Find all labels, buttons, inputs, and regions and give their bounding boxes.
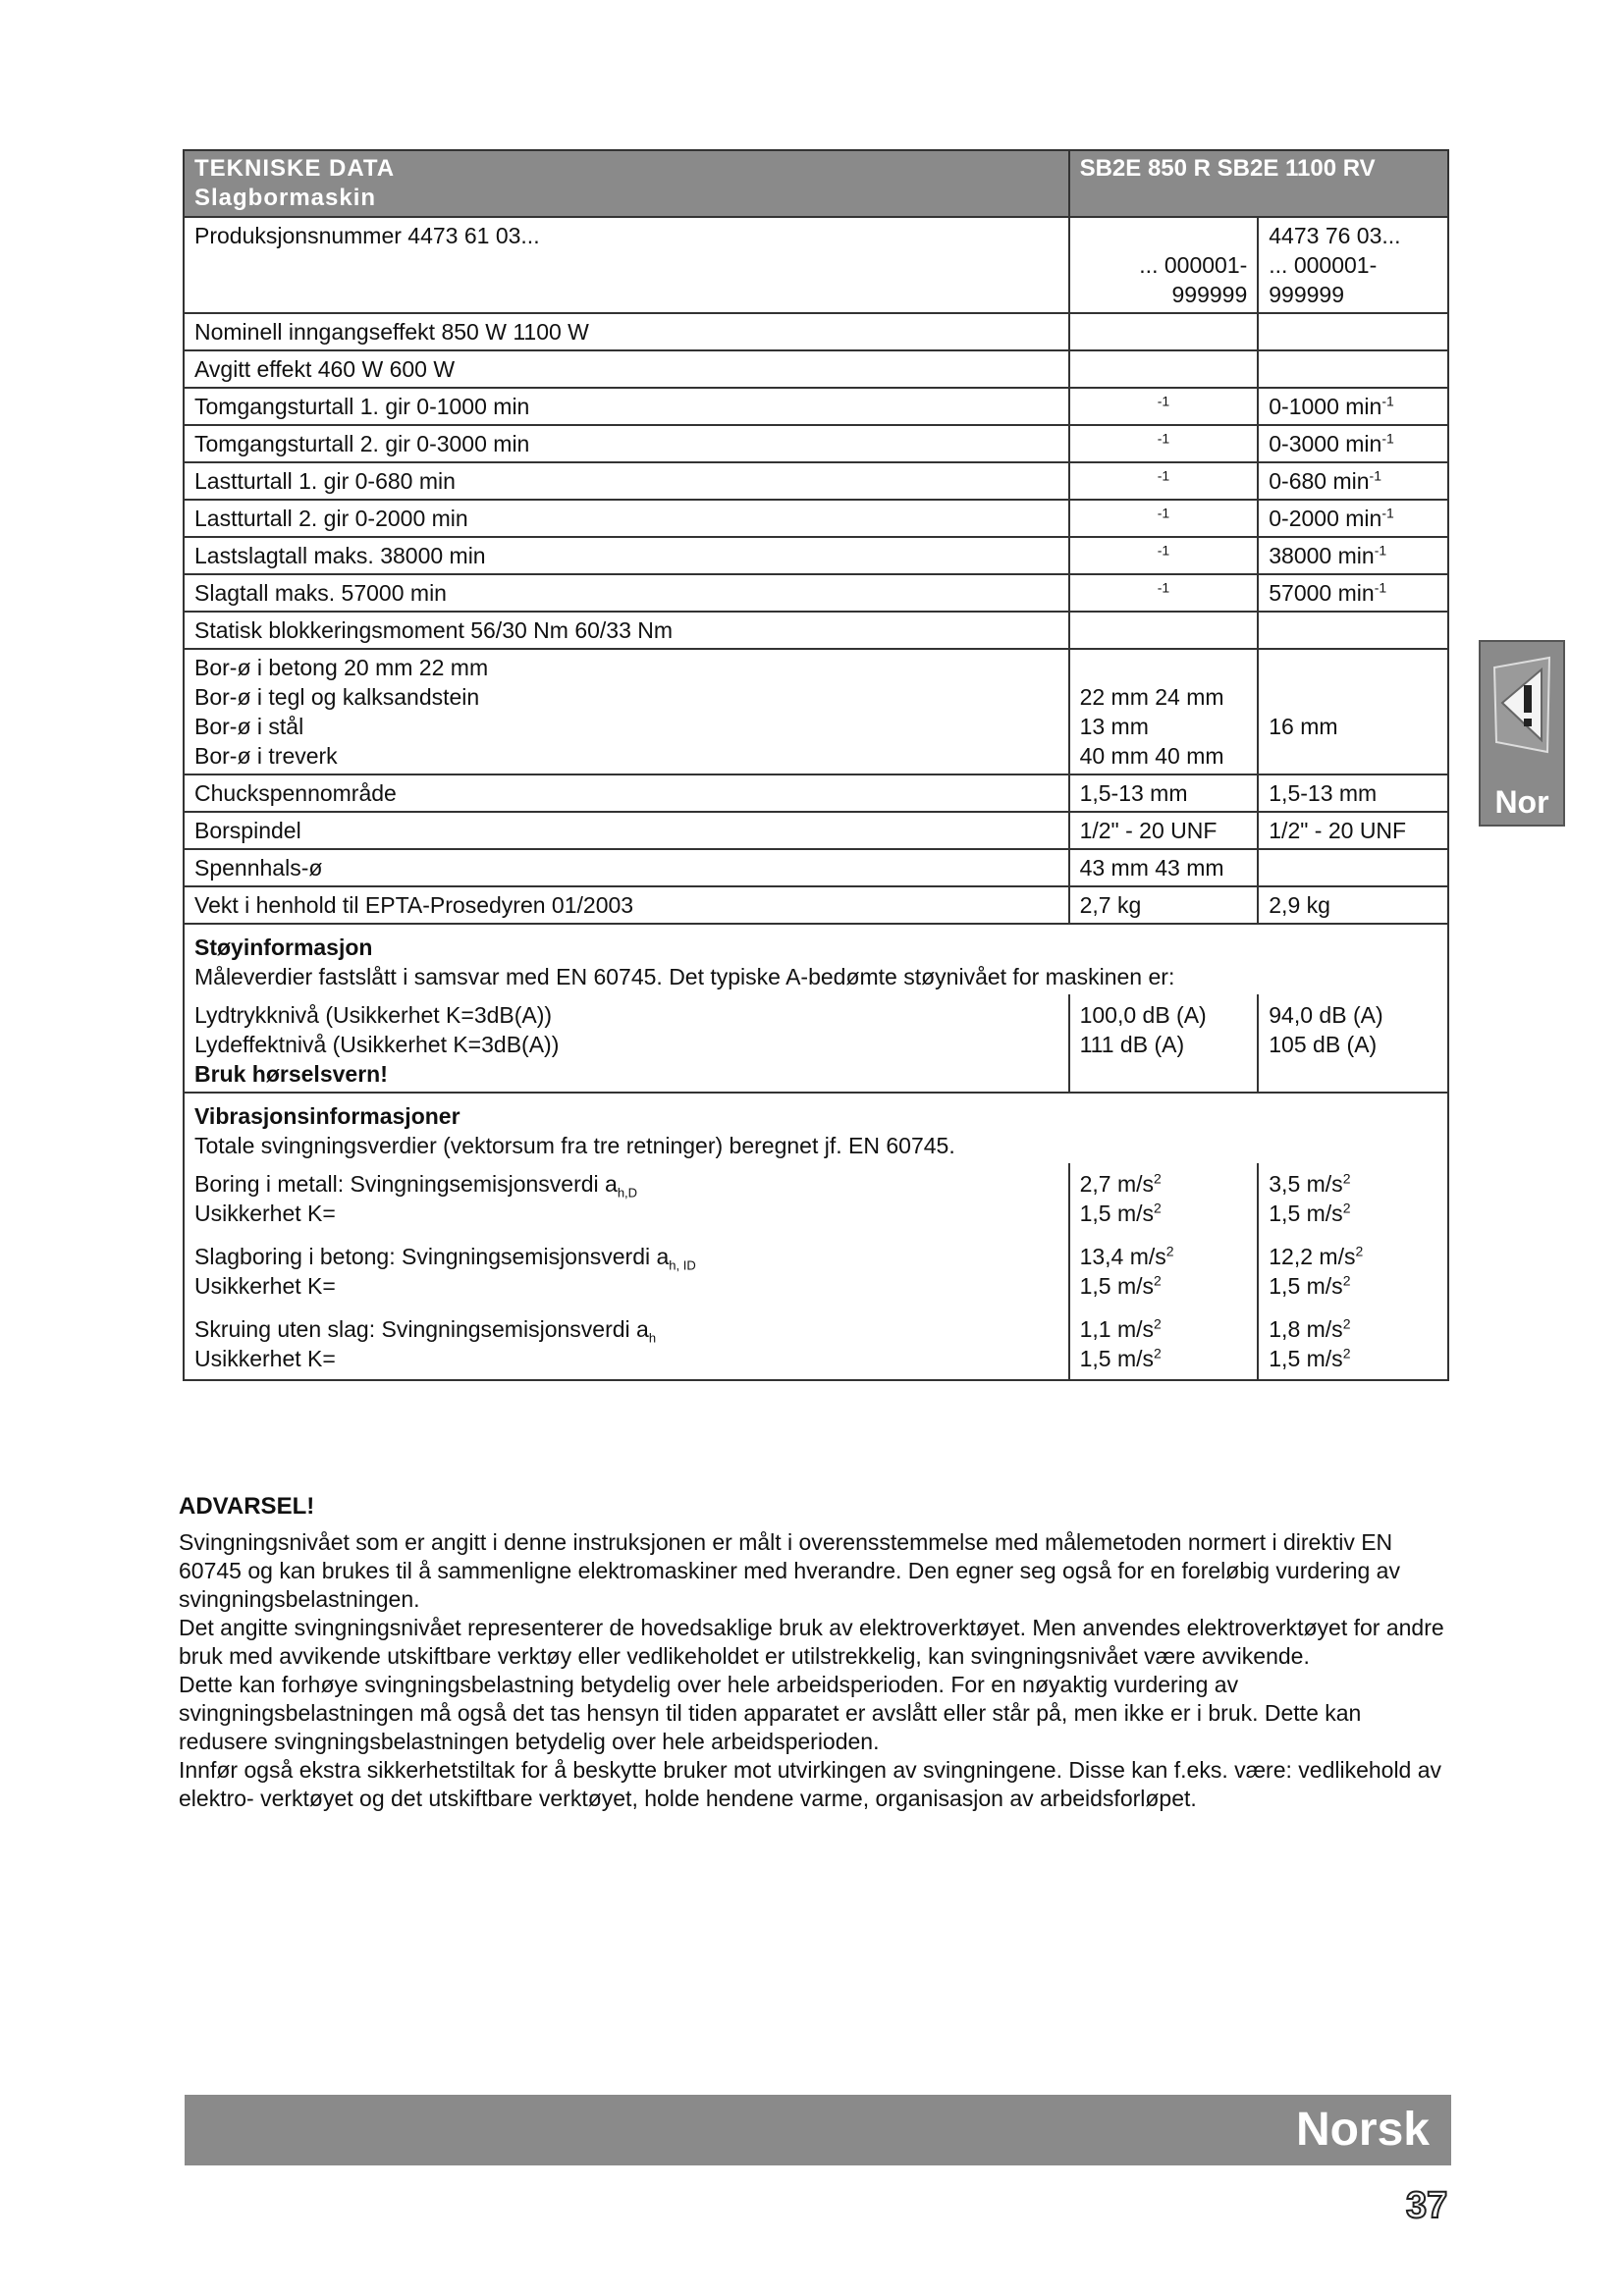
prod-col3-number: 4473 76 03... xyxy=(1269,223,1401,248)
vib-uncertainty: 1,5 m/s xyxy=(1269,1273,1343,1299)
unit-exponent: 2 xyxy=(1165,1243,1174,1259)
noise-heading: Støyinformasjon xyxy=(194,934,373,960)
vib-subscript: h, ID xyxy=(669,1257,696,1273)
unit-exponent: -1 xyxy=(1381,505,1394,521)
uncertainty-label: Usikkerhet K= xyxy=(194,1273,336,1299)
vib-label: Skruing uten slag: Svingningsemisjonsverdi a xyxy=(194,1316,649,1342)
col2-exponent: -1 xyxy=(1157,467,1170,484)
vib-value: 3,5 m/s xyxy=(1269,1171,1343,1197)
table-row xyxy=(184,462,1448,500)
unit-exponent: 2 xyxy=(1154,1315,1162,1332)
row-label: Produksjonsnummer 4473 61 03... xyxy=(184,217,1069,313)
sound-pressure-label: Lydtrykknivå (Usikkerhet K=3dB(A)) xyxy=(194,1002,553,1028)
warning-paragraph: Innfør også ekstra sikkerhetstiltak for å beskytte bruker mot utvirkingen av svingningene. Disse kan f.eks. være: vedlikehold av elektro- verktøyet og det utskiftbare verktøyet, holde hendene varme, organisasjon av arbeidsforløpet. xyxy=(179,1757,1442,1811)
uncertainty-label: Usikkerhet K= xyxy=(194,1201,336,1226)
table-row xyxy=(184,500,1448,537)
unit-exponent: 2 xyxy=(1342,1272,1351,1289)
row-label: Tomgangsturtall 1. gir 0-1000 min xyxy=(184,388,1069,425)
vibration-values xyxy=(184,1163,1448,1380)
col3-value: 38000 min xyxy=(1269,543,1375,568)
vib-uncertainty: 1,5 m/s xyxy=(1079,1201,1154,1226)
table-row xyxy=(184,574,1448,612)
noise-col3-power: 105 dB (A) xyxy=(1269,1032,1378,1057)
vib-label: Boring i metall: Svingningsemisjonsverdi a xyxy=(194,1171,618,1197)
col2-exponent: -1 xyxy=(1157,542,1170,559)
col2-exponent: -1 xyxy=(1157,579,1170,596)
col3-value: 2,9 kg xyxy=(1258,886,1448,924)
vib-label: Slagboring i betong: Svingningsemisjonsverdi a xyxy=(194,1244,670,1269)
col3-value: 0-3000 min xyxy=(1269,431,1382,456)
vibration-section xyxy=(184,1093,1448,1163)
model-names: SB2E 850 R SB2E 1100 RV xyxy=(1069,150,1448,217)
row-label: Lastslagtall maks. 38000 min xyxy=(184,537,1069,574)
sound-power-label: Lydeffektnivå (Usikkerhet K=3dB(A)) xyxy=(194,1032,560,1057)
drill-col3 xyxy=(1258,649,1448,774)
vibration-col3 xyxy=(1258,1163,1448,1380)
footer-language: Norsk xyxy=(1295,2104,1430,2156)
vib-col2-group-2 xyxy=(1080,1242,1248,1301)
vib-col3-group-2 xyxy=(1269,1242,1437,1301)
drill-concrete: Bor-ø i betong 20 mm 22 mm xyxy=(194,655,489,680)
noise-header-cell xyxy=(184,924,1448,994)
table-row xyxy=(184,812,1448,849)
unit-exponent: 2 xyxy=(1154,1200,1162,1216)
prod-col3 xyxy=(1258,217,1448,313)
table-row xyxy=(184,537,1448,574)
hearing-protection-note: Bruk hørselsvern! xyxy=(194,1061,388,1087)
vib-col3-group-3 xyxy=(1269,1314,1437,1373)
footer-language-bar xyxy=(185,2095,1451,2165)
row-label: Borspindel xyxy=(184,812,1069,849)
vib-value: 1,1 m/s xyxy=(1079,1316,1154,1342)
row-label: Avgitt effekt 460 W 600 W xyxy=(184,350,1069,388)
unit-exponent: -1 xyxy=(1374,542,1387,559)
unit-exponent: 2 xyxy=(1154,1170,1162,1187)
drill-col2-wood: 40 mm 40 mm xyxy=(1079,743,1224,769)
vib-uncertainty: 1,5 m/s xyxy=(1269,1201,1343,1226)
vibration-heading: Vibrasjonsinformasjoner xyxy=(194,1103,460,1129)
row-label: Tomgangsturtall 2. gir 0-3000 min xyxy=(184,425,1069,462)
row-label: Vekt i henhold til EPTA-Prosedyren 01/2003 xyxy=(184,886,1069,924)
col2-value: 1,5-13 mm xyxy=(1069,774,1259,812)
drill-steel: Bor-ø i stål xyxy=(194,714,304,739)
vib-col2-group-1 xyxy=(1080,1169,1248,1228)
warning-paragraph: Dette kan forhøye svingningsbelastning betydelig over hele arbeidsperioden. For en nøyaktig vurdering av svingningsbelastningen må også det tas hensyn til tiden apparatet er avslått eller står på, men ikke er i bruk. Dette kan redusere svingningsbelastningen betydelig over hele arbeidsperioden. xyxy=(179,1672,1362,1754)
row-label: Lastturtall 2. gir 0-2000 min xyxy=(184,500,1069,537)
unit-exponent: 2 xyxy=(1342,1200,1351,1216)
unit-exponent: -1 xyxy=(1369,467,1381,484)
vib-subscript: h xyxy=(648,1330,657,1346)
drill-wood: Bor-ø i treverk xyxy=(194,743,338,769)
language-side-tab xyxy=(1479,640,1565,827)
noise-col2-power: 111 dB (A) xyxy=(1079,1032,1185,1057)
drill-col2 xyxy=(1069,649,1259,774)
vib-group-2 xyxy=(194,1242,1058,1301)
table-title: TEKNISKE DATA xyxy=(194,155,396,182)
vib-value: 1,8 m/s xyxy=(1269,1316,1343,1342)
vibration-intro: Totale svingningsverdier (vektorsum fra tre retninger) beregnet jf. EN 60745. xyxy=(194,1133,955,1158)
unit-exponent: -1 xyxy=(1374,579,1387,596)
table-row xyxy=(184,388,1448,425)
page-number: 37 xyxy=(1406,2185,1448,2226)
prod-col2: ... 000001-999999 xyxy=(1069,217,1259,313)
noise-values xyxy=(184,994,1448,1093)
noise-col3 xyxy=(1258,994,1448,1093)
table-row xyxy=(184,217,1448,313)
noise-section xyxy=(184,924,1448,994)
vib-group-1 xyxy=(194,1169,1058,1228)
vibration-header-cell xyxy=(184,1093,1448,1163)
unit-exponent: -1 xyxy=(1381,393,1394,409)
warning-section xyxy=(179,1492,1455,1813)
noise-col3-pressure: 94,0 dB (A) xyxy=(1269,1002,1383,1028)
drill-labels xyxy=(184,649,1069,774)
vib-col2-group-3 xyxy=(1080,1314,1248,1373)
col2-value: 1/2" - 20 UNF xyxy=(1069,812,1259,849)
drill-col2-steel: 13 mm xyxy=(1079,714,1149,739)
noise-labels xyxy=(184,994,1069,1093)
table-row xyxy=(184,774,1448,812)
table-title-cell xyxy=(184,150,1069,217)
vib-value: 12,2 m/s xyxy=(1269,1244,1356,1269)
vib-value: 2,7 m/s xyxy=(1079,1171,1154,1197)
technical-data-sheet xyxy=(183,149,1449,1381)
noise-intro: Måleverdier fastslått i samsvar med EN 60745. Det typiske A-bedømte støynivået for maskinen er: xyxy=(194,964,1175,989)
col2-value: 2,7 kg xyxy=(1069,886,1259,924)
table-row xyxy=(184,313,1448,350)
row-label: Statisk blokkeringsmoment 56/30 Nm 60/33 Nm xyxy=(184,612,1069,649)
vibration-col2 xyxy=(1069,1163,1259,1380)
unit-exponent: -1 xyxy=(1381,430,1394,447)
vib-subscript: h,D xyxy=(617,1185,638,1201)
vib-value: 13,4 m/s xyxy=(1079,1244,1166,1269)
vib-col3-group-1 xyxy=(1269,1169,1437,1228)
col3-value: 1,5-13 mm xyxy=(1258,774,1448,812)
drill-brick: Bor-ø i tegl og kalksandstein xyxy=(194,684,480,710)
side-tab-label: Nor xyxy=(1494,784,1549,820)
col2-value: 43 mm 43 mm xyxy=(1069,849,1259,886)
vib-uncertainty: 1,5 m/s xyxy=(1269,1346,1343,1371)
table-row xyxy=(184,886,1448,924)
warning-paragraph: Det angitte svingningsnivået representerer de hovedsaklige bruk av elektroverktøyet. Men anvendes elektroverktøyet for andre bruk med avvikende utskiftbare verktøy eller vedlikeholdet er utilstrekkelig, kan svingningsnivået være avvikende. xyxy=(179,1615,1444,1669)
col3-value: 1/2" - 20 UNF xyxy=(1258,812,1448,849)
col2-exponent: -1 xyxy=(1157,505,1170,521)
table-row xyxy=(184,649,1448,774)
warning-paragraph: Svingningsnivået som er angitt i denne instruksjonen er målt i overensstemmelse med målemetoden normert i direktiv EN 60745 og kan brukes til å sammenligne elektromaskiner med hverandre. Den egner seg også for en foreløbig vurdering av svingningsbelastningen. xyxy=(179,1529,1400,1612)
unit-exponent: 2 xyxy=(1154,1345,1162,1362)
vib-uncertainty: 1,5 m/s xyxy=(1079,1273,1154,1299)
technical-data-table xyxy=(183,149,1449,1381)
table-row xyxy=(184,425,1448,462)
unit-exponent: 2 xyxy=(1342,1315,1351,1332)
warning-title: ADVARSEL! xyxy=(179,1493,315,1520)
prod-col3-range: ... 000001-999999 xyxy=(1269,252,1378,307)
table-header xyxy=(184,150,1448,217)
drill-col2-brick: 22 mm 24 mm xyxy=(1079,684,1224,710)
unit-exponent: 2 xyxy=(1342,1345,1351,1362)
noise-col2-pressure: 100,0 dB (A) xyxy=(1079,1002,1207,1028)
col3-value: 0-680 min xyxy=(1269,468,1370,494)
uncertainty-label: Usikkerhet K= xyxy=(194,1346,336,1371)
row-label: Slagtall maks. 57000 min xyxy=(184,574,1069,612)
col2-exponent: -1 xyxy=(1157,430,1170,447)
table-subtitle: Slagbormaskin xyxy=(194,185,377,211)
vib-group-3 xyxy=(194,1314,1058,1373)
col2-exponent: -1 xyxy=(1157,393,1170,409)
col3-value: 0-2000 min xyxy=(1269,506,1382,531)
unit-exponent: 2 xyxy=(1342,1170,1351,1187)
col3-value: 0-1000 min xyxy=(1269,394,1382,419)
warning-icon xyxy=(1489,650,1555,758)
row-label: Chuckspennområde xyxy=(184,774,1069,812)
unit-exponent: 2 xyxy=(1355,1243,1364,1259)
col3-value: 57000 min xyxy=(1269,580,1375,606)
table-row xyxy=(184,849,1448,886)
noise-col2 xyxy=(1069,994,1259,1093)
row-label: Nominell inngangseffekt 850 W 1100 W xyxy=(184,313,1069,350)
unit-exponent: 2 xyxy=(1154,1272,1162,1289)
table-row xyxy=(184,350,1448,388)
drill-col3-steel: 16 mm xyxy=(1269,714,1338,739)
vib-uncertainty: 1,5 m/s xyxy=(1079,1346,1154,1371)
table-row xyxy=(184,612,1448,649)
row-label: Spennhals-ø xyxy=(184,849,1069,886)
row-label: Lastturtall 1. gir 0-680 min xyxy=(184,462,1069,500)
vibration-labels xyxy=(184,1163,1069,1380)
